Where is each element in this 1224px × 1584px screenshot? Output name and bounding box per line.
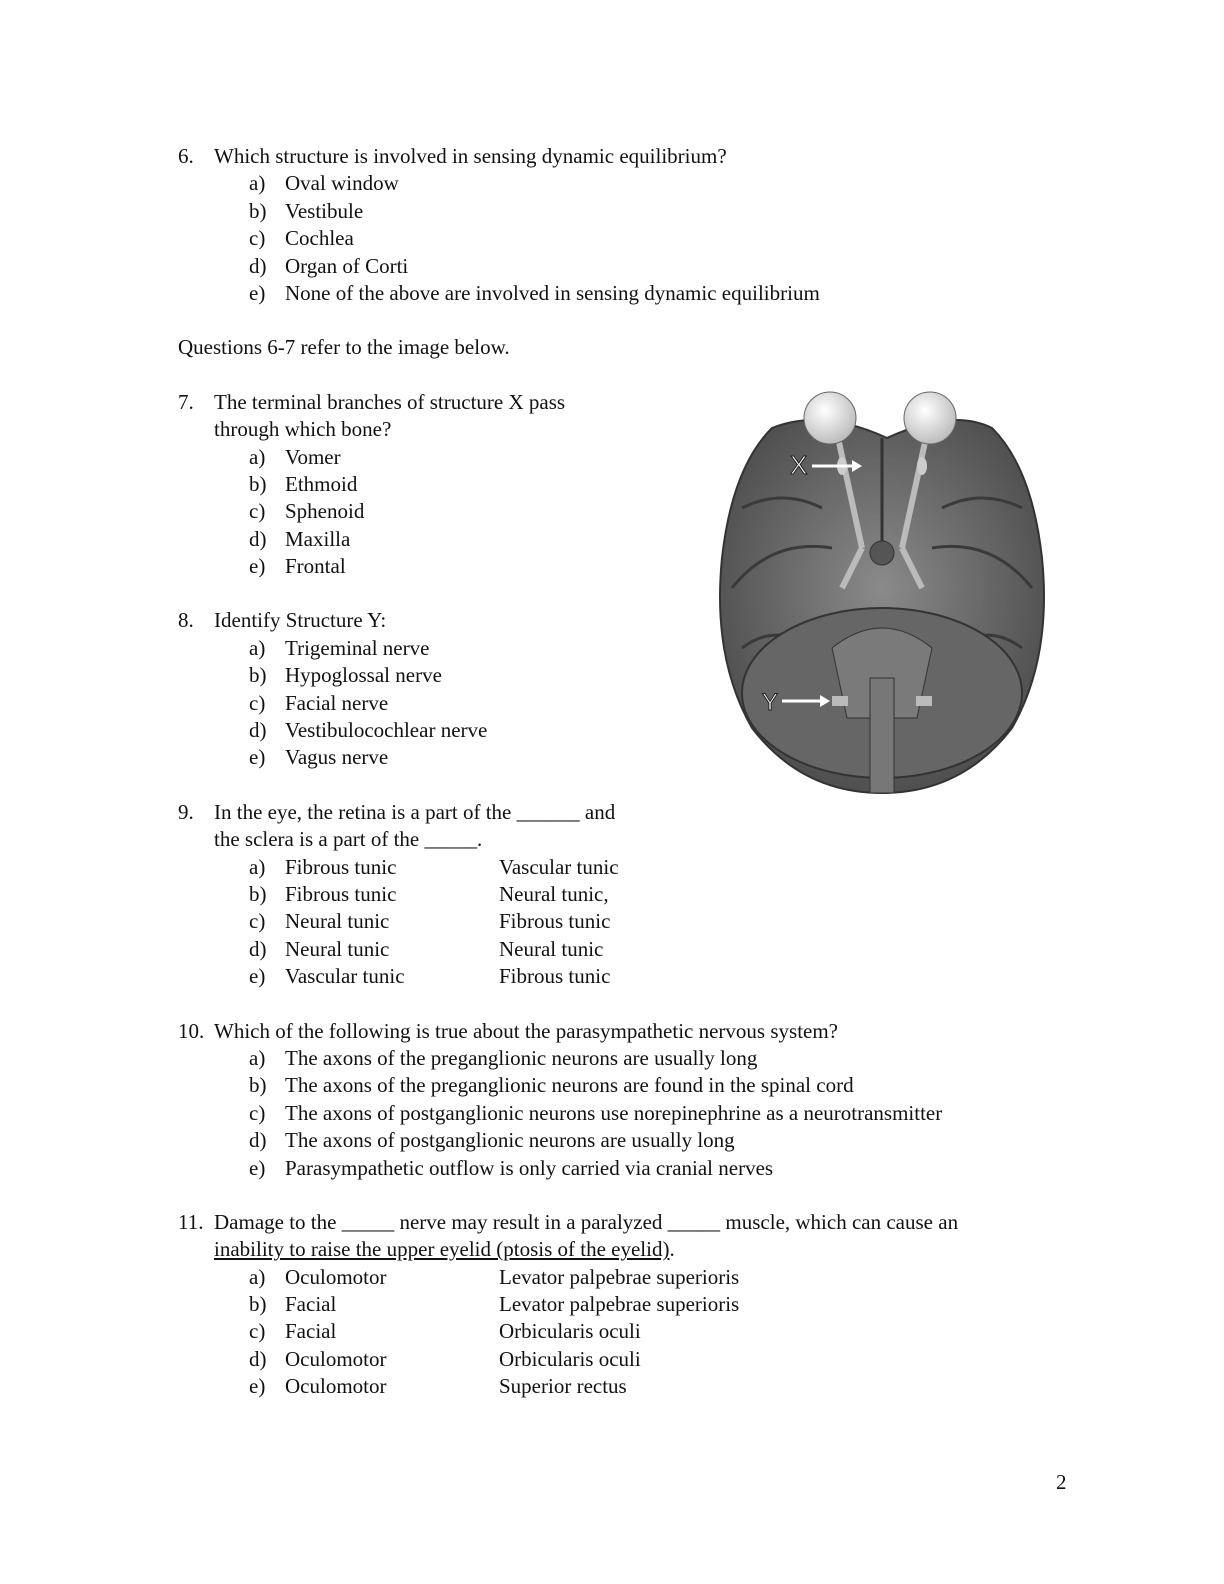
option-text: The axons of the preganglionic neurons are found in the spinal cord xyxy=(285,1073,854,1098)
option-letter: a) xyxy=(249,444,266,469)
option-letter: a) xyxy=(249,171,266,196)
option-text: Vestibule xyxy=(285,198,364,223)
option-letter: d) xyxy=(249,1128,267,1153)
question-number: 8. xyxy=(178,608,194,633)
option-text: Vagus nerve xyxy=(285,745,389,770)
option-text: Vestibulocochlear nerve xyxy=(285,718,488,743)
option-letter: b) xyxy=(249,198,267,223)
brain-illustration xyxy=(720,392,1044,793)
option-text: Sphenoid xyxy=(285,499,365,524)
punctuation: . xyxy=(669,1237,675,1262)
option-letter: d) xyxy=(249,1346,267,1371)
option-letter: a) xyxy=(249,1264,266,1289)
option-text-second: Neural tunic xyxy=(499,936,604,961)
question-text: In the eye, the retina is a part of the ______ and xyxy=(214,799,616,824)
option-letter: b) xyxy=(249,471,267,496)
option-letter: e) xyxy=(249,280,266,305)
option-letter: c) xyxy=(249,226,266,251)
option-text: Maxilla xyxy=(285,526,351,551)
question-text: Which structure is involved in sensing dynamic equilibrium? xyxy=(214,144,727,168)
answer-option xyxy=(178,963,1078,990)
underlined-phrase: inability to raise the upper eyelid (ptosis of the eyelid) xyxy=(214,1237,670,1262)
option-text: Ethmoid xyxy=(285,471,358,496)
option-text: Neural tunic xyxy=(285,909,390,934)
option-text: Vascular tunic xyxy=(285,964,405,989)
option-text: Facial nerve xyxy=(285,690,389,715)
answer-option xyxy=(178,170,1078,197)
option-text: The axons of the preganglionic neurons are usually long xyxy=(285,1045,758,1070)
label-x: X xyxy=(790,450,808,480)
option-text: Cochlea xyxy=(285,226,354,251)
option-text: Oculomotor xyxy=(285,1346,387,1371)
option-text: The axons of postganglionic neurons are usually long xyxy=(285,1128,735,1153)
question-10 xyxy=(178,1018,1078,1182)
option-letter: b) xyxy=(249,881,267,906)
option-text: Facial xyxy=(285,1292,337,1317)
question-line xyxy=(178,799,1078,826)
option-text: None of the above are involved in sensing dynamic equilibrium xyxy=(285,280,820,305)
question-text-continued xyxy=(214,1236,675,1263)
question-number: 9. xyxy=(178,799,194,824)
answer-option xyxy=(178,1127,1078,1154)
question-text: Damage to the _____ nerve may result in a paralyzed _____ muscle, which can cause an xyxy=(214,1209,959,1234)
option-text: Vomer xyxy=(285,444,341,469)
option-text: Oval window xyxy=(285,171,399,196)
answer-option xyxy=(178,1291,1078,1318)
option-letter: c) xyxy=(249,690,266,715)
option-letter: e) xyxy=(249,964,266,989)
option-letter: d) xyxy=(249,936,267,961)
option-letter: d) xyxy=(249,526,267,551)
label-y: Y xyxy=(762,689,779,716)
question-text: Identify Structure Y: xyxy=(214,608,387,633)
page-number: 2 xyxy=(1056,1470,1067,1494)
question-line xyxy=(178,826,1078,853)
option-text: Parasympathetic outflow is only carried via cranial nerves xyxy=(285,1155,774,1180)
option-letter: d) xyxy=(249,718,267,743)
option-letter: e) xyxy=(249,745,266,770)
brain-inferior-view-figure xyxy=(712,388,1052,798)
question-line xyxy=(178,1209,1078,1236)
option-text: Oculomotor xyxy=(285,1374,387,1399)
option-text: Frontal xyxy=(285,554,346,579)
option-text-second: Neural tunic, xyxy=(499,881,609,906)
option-letter: b) xyxy=(249,1073,267,1098)
option-letter: e) xyxy=(249,1374,266,1399)
question-number: 6. xyxy=(178,144,194,168)
instruction-note xyxy=(178,334,1078,361)
answer-option xyxy=(178,1045,1078,1072)
answer-option xyxy=(178,1318,1078,1345)
option-text: Hypoglossal nerve xyxy=(285,663,442,688)
option-text: Neural tunic xyxy=(285,936,390,961)
question-line xyxy=(178,1236,1078,1263)
question-6 xyxy=(178,143,1078,307)
option-text-second: Levator palpebrae superioris xyxy=(499,1264,740,1289)
question-line xyxy=(178,143,1078,170)
option-letter: e) xyxy=(249,554,266,579)
question-text: the sclera is a part of the _____. xyxy=(214,827,483,852)
option-text: Fibrous tunic xyxy=(285,854,397,879)
option-letter: c) xyxy=(249,1100,266,1125)
option-text-second: Orbicularis oculi xyxy=(499,1319,641,1344)
option-text-second: Vascular tunic xyxy=(499,854,619,879)
note-text: Questions 6-7 refer to the image below. xyxy=(178,335,510,360)
question-text: The terminal branches of structure X pass xyxy=(214,389,566,414)
question-9 xyxy=(178,799,1078,991)
answer-option xyxy=(178,936,1078,963)
answer-option xyxy=(178,1373,1078,1400)
question-number: 10. xyxy=(178,1018,205,1043)
option-text: Facial xyxy=(285,1319,337,1344)
option-letter: a) xyxy=(249,635,266,660)
question-number: 7. xyxy=(178,389,194,414)
option-letter: c) xyxy=(249,909,266,934)
answer-option xyxy=(178,280,1078,307)
answer-option xyxy=(178,881,1078,908)
question-text: Which of the following is true about the parasympathetic nervous system? xyxy=(214,1018,839,1043)
answer-option xyxy=(178,198,1078,225)
answer-option xyxy=(178,854,1078,881)
option-letter: a) xyxy=(249,1045,266,1070)
question-line xyxy=(178,1018,1078,1045)
option-letter: c) xyxy=(249,499,266,524)
answer-option xyxy=(178,1155,1078,1182)
option-text: Trigeminal nerve xyxy=(285,635,430,660)
option-letter: d) xyxy=(249,253,267,278)
answer-option xyxy=(178,253,1078,280)
question-number: 11. xyxy=(178,1209,204,1234)
option-text-second: Orbicularis oculi xyxy=(499,1346,641,1371)
option-text-second: Superior rectus xyxy=(499,1374,627,1399)
option-text: Oculomotor xyxy=(285,1264,387,1289)
answer-option xyxy=(178,1072,1078,1099)
answer-option xyxy=(178,225,1078,252)
option-letter: e) xyxy=(249,1155,266,1180)
option-letter: b) xyxy=(249,1292,267,1317)
option-letter: c) xyxy=(249,1319,266,1344)
option-letter: b) xyxy=(249,663,267,688)
option-letter: a) xyxy=(249,854,266,879)
answer-option xyxy=(178,1264,1078,1291)
option-text: Organ of Corti xyxy=(285,253,409,278)
answer-option xyxy=(178,908,1078,935)
option-text-second: Fibrous tunic xyxy=(499,909,611,934)
question-text: through which bone? xyxy=(214,417,392,442)
question-11 xyxy=(178,1209,1078,1401)
option-text-second: Fibrous tunic xyxy=(499,964,611,989)
option-text: The axons of postganglionic neurons use norepinephrine as a neurotransmitter xyxy=(285,1100,943,1125)
option-text-second: Levator palpebrae superioris xyxy=(499,1292,740,1317)
option-text: Fibrous tunic xyxy=(285,881,397,906)
answer-option xyxy=(178,1100,1078,1127)
answer-option xyxy=(178,1346,1078,1373)
